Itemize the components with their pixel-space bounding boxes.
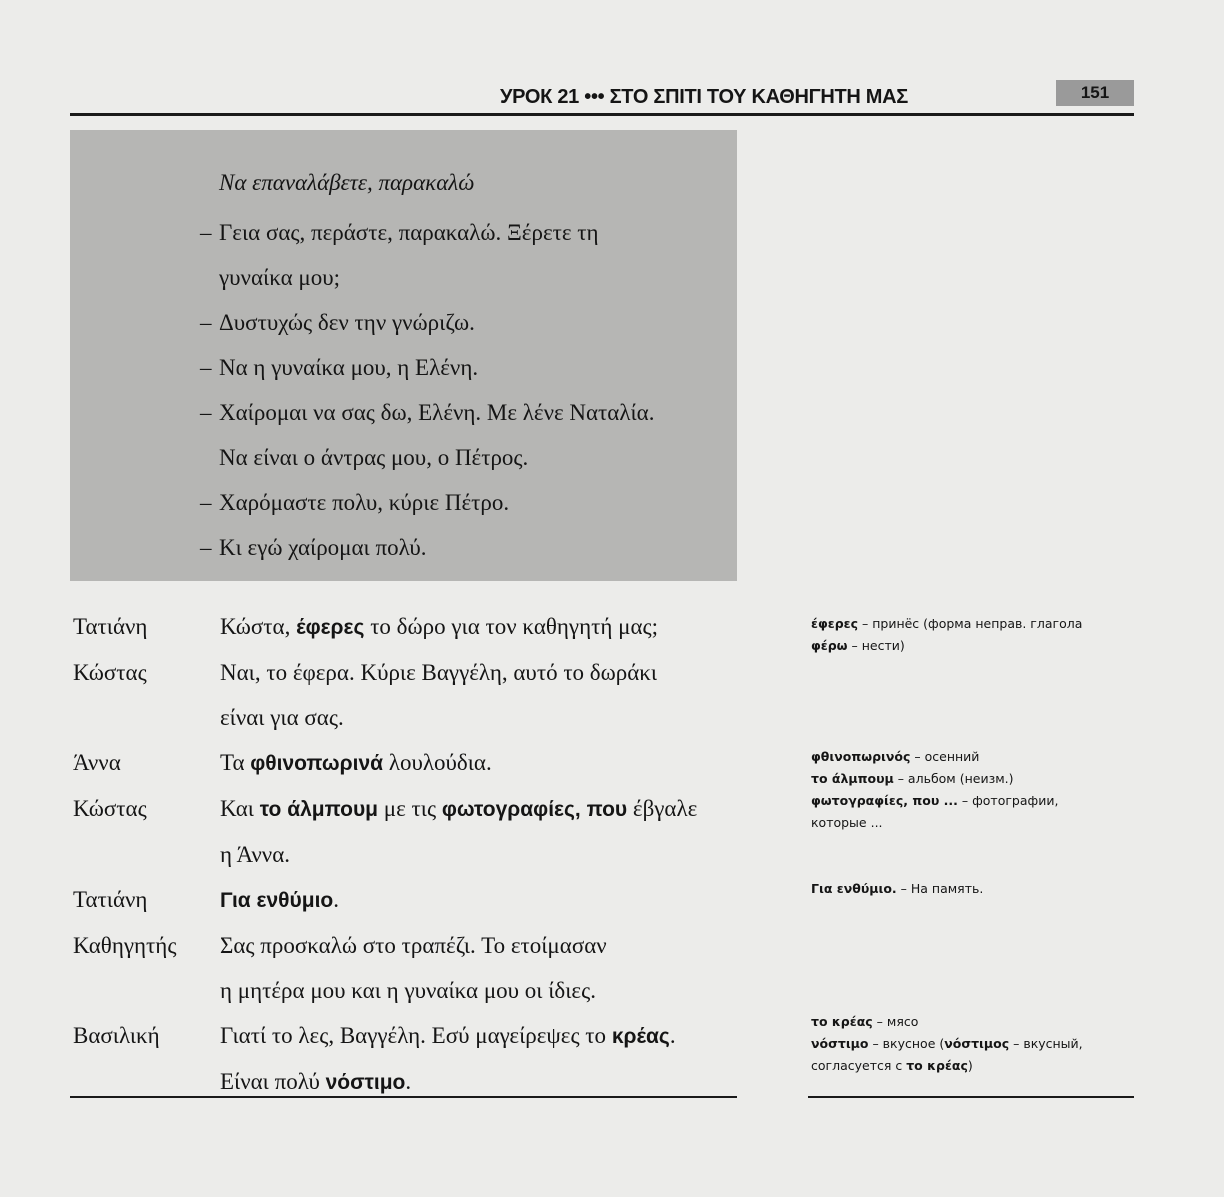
dialogue-row xyxy=(73,740,743,786)
vocab-word: φθινοπωρινά xyxy=(250,752,384,775)
exercise-line xyxy=(200,390,654,435)
gloss-line xyxy=(811,1011,1131,1033)
gloss-text: – вкусное ( xyxy=(868,1036,945,1051)
gloss-term: νόστιμο xyxy=(811,1036,869,1051)
text: Είναι πολύ xyxy=(220,1069,326,1094)
utterance-continuation: είναι για σας. xyxy=(220,705,344,730)
vocab-word: Για ενθύμιο xyxy=(220,889,334,912)
dialogue-row xyxy=(73,1013,743,1105)
gloss-note xyxy=(811,746,1131,834)
text: με τις xyxy=(378,796,442,821)
gloss-text: – нести) xyxy=(847,638,905,653)
gloss-text: – фотографии, xyxy=(957,793,1059,808)
gloss-term: το κρέας xyxy=(906,1058,968,1073)
page-number: 151 xyxy=(1056,80,1134,106)
dash: – xyxy=(200,535,212,560)
exercise-line xyxy=(200,255,654,300)
header-rule xyxy=(70,113,1134,116)
text: . xyxy=(405,1069,412,1094)
gloss-note xyxy=(811,1011,1131,1077)
dash: – xyxy=(200,355,212,380)
gloss-term: φωτογραφίες, που ... xyxy=(811,793,958,808)
gloss-line: которые ... xyxy=(811,815,883,830)
gloss-line xyxy=(811,1055,1131,1077)
gloss-line xyxy=(811,790,1131,812)
gloss-text: согласуется с xyxy=(811,1058,907,1073)
gloss-term: έφερες xyxy=(811,616,859,631)
gloss-term: το άλμπουμ xyxy=(811,771,894,786)
speaker-name: Άννα xyxy=(73,750,121,775)
dash: – xyxy=(200,490,212,515)
running-head: УРОК 21 ••• ΣΤΟ ΣΠΙΤΙ ΤΟΥ ΚΑΘΗΓΗΤΗ ΜΑΣ xyxy=(500,86,908,108)
vocab-word: φωτογραφίες, που xyxy=(441,798,628,821)
text: Κώστα, xyxy=(220,614,297,639)
exercise-line xyxy=(200,525,654,570)
utterance-continuation: η μητέρα μου και η γυναίκα μου οι ίδιες. xyxy=(220,978,596,1003)
line-text: Χαίρομαι να σας δω, Ελένη. Με λένε Ναταλία. xyxy=(219,400,655,425)
gloss-text: – вкусный, xyxy=(1009,1036,1083,1051)
text: Γιατί το λες, Βαγγέλη. Εσύ μαγείρεψες το xyxy=(220,1023,612,1048)
gloss-note xyxy=(811,878,1131,900)
utterance xyxy=(220,650,743,695)
dash: – xyxy=(200,400,212,425)
gloss-term: φέρω xyxy=(811,638,848,653)
text: Και xyxy=(220,796,260,821)
gloss-text: – На память. xyxy=(896,881,984,896)
speaker-name: Τατιάνη xyxy=(73,887,148,912)
utterance xyxy=(220,740,743,786)
text: Τα xyxy=(220,750,251,775)
exercise-line xyxy=(200,300,654,345)
line-text: Κι εγώ χαίρομαι πολύ. xyxy=(219,535,427,560)
line-text: Να είναι ο άντρας μου, ο Πέτρος. xyxy=(219,445,529,470)
exercise-line xyxy=(200,435,654,480)
gloss-text: – осенний xyxy=(910,749,980,764)
dialogue xyxy=(73,604,743,1105)
gloss-text: – мясо xyxy=(872,1014,919,1029)
utterance-continuation: η Άννα. xyxy=(220,842,291,867)
speaker-name: Βασιλική xyxy=(73,1023,160,1048)
gloss-line xyxy=(811,878,1131,900)
gloss-line xyxy=(811,1033,1131,1055)
gloss-text: – альбом (неизм.) xyxy=(893,771,1014,786)
gloss-term: φθινοπωρινός xyxy=(811,749,911,764)
utterance xyxy=(220,786,743,832)
gloss-text: ) xyxy=(967,1058,973,1073)
line-text: Γεια σας, περάστε, παρακαλώ. Ξέρετε τη xyxy=(219,220,599,245)
dash: – xyxy=(200,310,212,335)
text: . xyxy=(333,887,340,912)
vocab-word: το άλμπουμ xyxy=(259,798,379,821)
text: Σας προσκαλώ στο τραπέζι. Το ετοίμασαν xyxy=(220,933,607,958)
utterance xyxy=(220,877,743,923)
line-text: Να η γυναίκα μου, η Ελένη. xyxy=(219,355,479,380)
gloss-line xyxy=(811,768,1131,790)
line-text: Χαρόμαστε πολυ, κύριε Πέτρο. xyxy=(219,490,510,515)
gloss-line xyxy=(811,613,1131,635)
dialogue-row xyxy=(73,786,743,877)
exercise-line xyxy=(200,345,654,390)
gloss-line xyxy=(811,746,1131,768)
exercise-lines xyxy=(200,210,654,570)
text: λουλούδια. xyxy=(383,750,492,775)
dialogue-row xyxy=(73,877,743,923)
gloss-term: Για ενθύμιο. xyxy=(811,881,897,896)
bottom-rule xyxy=(70,1096,737,1098)
dialogue-row xyxy=(73,650,743,740)
text: . xyxy=(669,1023,676,1048)
gloss-text: – принёс (форма неправ. глагола xyxy=(858,616,1083,631)
dialogue-row xyxy=(73,923,743,1013)
vocab-word: νόστιμο xyxy=(325,1071,406,1094)
exercise-line xyxy=(200,210,654,255)
speaker-name: Τατιάνη xyxy=(73,614,148,639)
line-text: Δυστυχώς δεν την γνώριζω. xyxy=(219,310,475,335)
utterance xyxy=(220,923,743,968)
exercise-title: Να επαναλάβετε, παρακαλώ xyxy=(219,170,475,195)
line-text: γυναίκα μου; xyxy=(219,265,340,290)
utterance-continuation xyxy=(220,1059,743,1105)
dash: – xyxy=(200,220,212,245)
gloss-note xyxy=(811,613,1131,657)
vocab-word: κρέας xyxy=(611,1025,670,1048)
speaker-name: Καθηγητής xyxy=(73,933,177,958)
gloss-term: νόστιμος xyxy=(944,1036,1010,1051)
repeat-exercise-box xyxy=(70,130,737,581)
exercise-line xyxy=(200,480,654,525)
speaker-name: Κώστας xyxy=(73,796,147,821)
bottom-rule xyxy=(808,1096,1134,1098)
gloss-term: το κρέας xyxy=(811,1014,873,1029)
text: έβγαλε xyxy=(627,796,698,821)
utterance xyxy=(220,604,743,650)
dialogue-row xyxy=(73,604,743,650)
gloss-line xyxy=(811,635,1131,657)
page-header xyxy=(70,78,1134,110)
speaker-name: Κώστας xyxy=(73,660,147,685)
text: Ναι, το έφερα. Κύριε Βαγγέλη, αυτό το δωράκι xyxy=(220,660,658,685)
vocab-word: έφερες xyxy=(296,616,365,639)
text: το δώρο για τον καθηγητή μας; xyxy=(364,614,659,639)
utterance xyxy=(220,1013,743,1059)
